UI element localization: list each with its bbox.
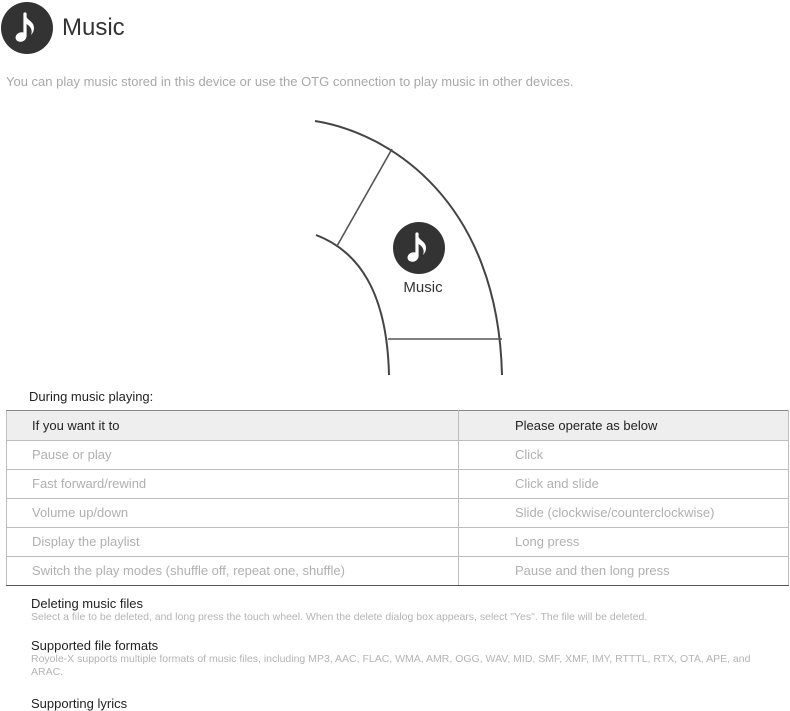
table-cell: Pause or play xyxy=(7,441,459,470)
column-header: If you want it to xyxy=(7,411,459,441)
table-cell: Display the playlist xyxy=(7,528,459,557)
section-title: Supported file formats xyxy=(31,638,159,653)
page-title: Music xyxy=(62,14,125,41)
table-cell: Pause and then long press xyxy=(459,557,789,586)
deleting-section xyxy=(31,596,771,624)
table-row xyxy=(7,557,789,586)
section-title: Supporting lyrics xyxy=(31,696,128,711)
table-cell: Switch the play modes (shuffle off, repeat one, shuffle) xyxy=(7,557,459,586)
section-title: Deleting music files xyxy=(31,596,143,611)
table-row xyxy=(7,470,789,499)
table-cell: Click and slide xyxy=(459,470,789,499)
lyrics-section xyxy=(31,696,771,711)
table-cell: Volume up/down xyxy=(7,499,459,528)
table-cell: Fast forward/rewind xyxy=(7,470,459,499)
music-note-icon xyxy=(1,2,53,54)
table-row xyxy=(7,528,789,557)
table-cell: Slide (clockwise/counterclockwise) xyxy=(459,499,789,528)
section-body: Select a file to be deleted, and long press the touch wheel. When the delete dialog box appears, select "Yes". The file will be deleted. xyxy=(31,611,648,623)
operations-table xyxy=(6,410,789,586)
table-row xyxy=(7,499,789,528)
section-heading: During music playing: xyxy=(29,389,154,404)
table-cell: Click xyxy=(459,441,789,470)
table-header-row xyxy=(7,411,789,441)
section-body: Royole-X supports multiple formats of music files, including MP3, AAC, FLAC, WMA, AMR, OGG, WAV, MID, SMF, XMF, IMY, RTTTL, RTX, OTA, APE, and ARAC. xyxy=(31,653,751,678)
table-cell: Long press xyxy=(459,528,789,557)
table-row xyxy=(7,441,789,470)
column-header: Please operate as below xyxy=(459,411,789,441)
formats-section xyxy=(31,638,771,679)
intro-text: You can play music stored in this device or use the OTG connection to play music in other devices. xyxy=(6,74,574,89)
wheel-music-label: Music xyxy=(403,279,443,296)
music-note-icon[interactable] xyxy=(393,222,445,274)
